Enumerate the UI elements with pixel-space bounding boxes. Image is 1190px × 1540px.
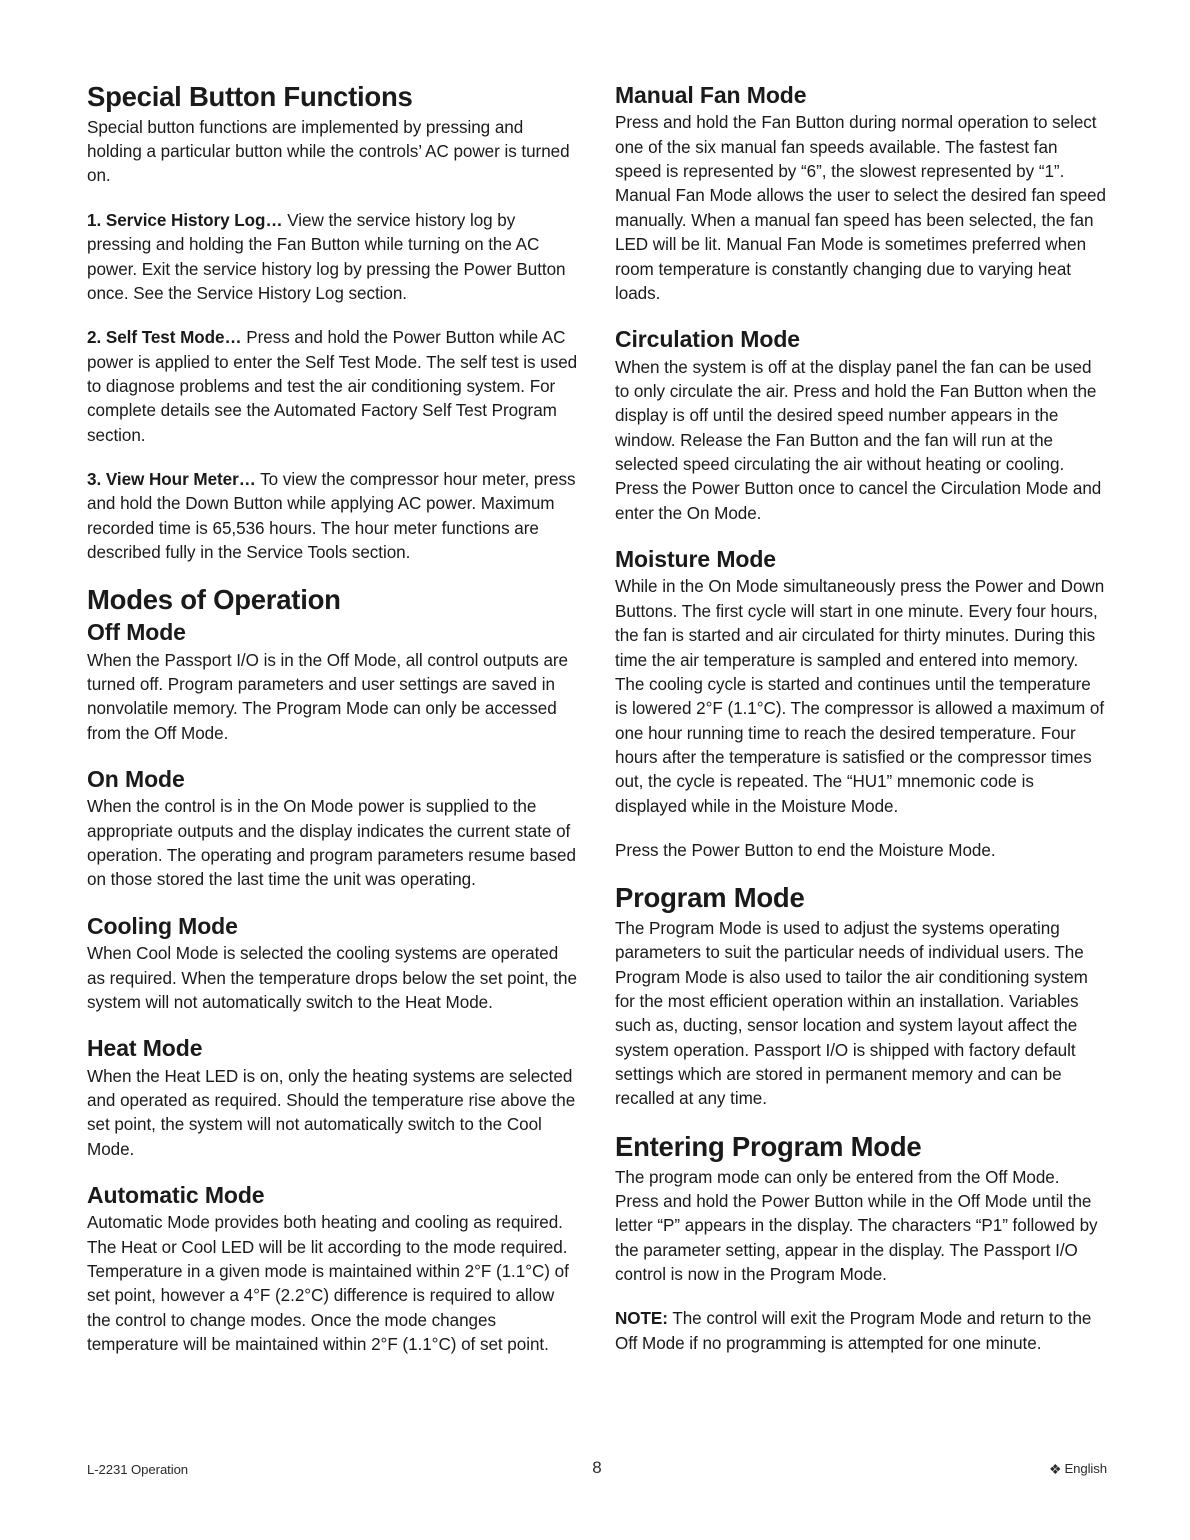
heading-modes-of-operation: Modes of Operation [87,584,341,616]
paragraph-circulation-mode: When the system is off at the display panel the fan can be used to only circulate the air. Press and hold the Fan Button when the display is off until the desired speed number appears in the window. Release the Fan Button and the fan will run at the selected speed circulating the air without heating or cooling. Press the Power Button once to cancel the Circulation Mode and enter the On Mode. [615,357,1102,523]
paragraph-moisture-mode: While in the On Mode simultaneously press the Power and Down Buttons. The first cycle will start in one minute. Every four hours, the fan is started and air circulated for thirty minutes. During this time the air temperature is sampled and entered into memory. The cooling cycle is started and continues until the temperature is lowered 2°F (1.1°C). The compressor is allowed a maximum of one hour running time to reach the desired temperature. Four hours after the temperature is satisfied or the compressor times out, the cycle is repeated. The “HU1” mnemonic code is displayed while in the Moisture Mode. [615,577,1105,816]
heading-entering-program-mode: Entering Program Mode [615,1130,922,1162]
lead-note: NOTE: [615,1309,668,1329]
heading-heat-mode: Heat Mode [87,1035,203,1062]
four-diamond-bullet-icon: ❖ [1048,1461,1062,1477]
paragraph-view-hour-meter [87,468,579,565]
heading-off-mode: Off Mode [87,619,186,646]
text-self-test-mode: Press and hold the Power Button while AC power is applied to enter the Self Test Mode. The self test is used to diagnose problems and test the air conditioning system. For complete details see the Automated Factory Self Test Program section. [87,328,578,445]
lead-service-history-log: 1. Service History Log… [87,210,283,230]
paragraph-manual-fan-mode: Press and hold the Fan Button during normal operation to select one of the six manual fan speeds available. The fastest fan speed is represented by “6”, the slowest represented by “1”. Manual Fan Mode allows the user to select the desired fan speed manually. When a manual fan speed has been selected, the fan LED will be lit. Manual Fan Mode is sometimes preferred when room temperature is constantly changing due to varying heat loads. [615,113,1106,303]
heading-cooling-mode: Cooling Mode [87,912,238,939]
paragraph-program-mode: The Program Mode is used to adjust the systems operating parameters to suit the particular needs of individual users. The Program Mode is also used to tailor the air conditioning system for the most efficient operation within an installation. Variables such as, ducting, sensor location and system layout affect the system operation. Passport I/O is shipped with factory default settings which are stored in permanent memory and can be recalled at any time. [615,919,1088,1109]
lead-view-hour-meter: 3. View Hour Meter… [87,469,256,489]
heading-program-mode: Program Mode [615,882,805,914]
two-column-layout [87,82,1107,1358]
left-column [87,82,579,1358]
paragraph-self-test-mode [87,326,579,448]
paragraph-special-button-intro: Special button functions are implemented by pressing and holding a particular button while the controls’ AC power is turned on. [87,117,570,186]
footer-language-label: English [1064,1461,1107,1476]
text-note: The control will exit the Program Mode and return to the Off Mode if no programming is attempted for one minute. [615,1309,1092,1353]
heading-circulation-mode: Circulation Mode [615,326,800,353]
heading-manual-fan-mode: Manual Fan Mode [615,82,807,108]
text-service-history-log: View the service history log by pressing and holding the Fan Button while turning on the AC power. Exit the service history log by pressing the Power Button once. See the Service History Log section. [87,210,566,303]
heading-on-mode: On Mode [87,765,185,792]
paragraph-on-mode: When the control is in the On Mode power is supplied to the appropriate outputs and the display indicates the current state of operation. The operating and program parameters resume based on those stored the last time the unit was operating. [87,797,576,890]
paragraph-cooling-mode: When Cool Mode is selected the cooling systems are operated as required. When the temperature drops below the set point, the system will not automatically switch to the Heat Mode. [87,944,577,1012]
heading-special-button-functions: Special Button Functions [87,81,413,112]
right-column [615,82,1107,1358]
page-footer [87,1460,1107,1482]
footer-page-number: 8 [592,1458,602,1477]
paragraph-entering-program-mode: The program mode can only be entered from the Off Mode. Press and hold the Power Button while in the Off Mode until the letter “P” appears in the display. The characters “P1” followed by the parameter setting, appear in the display. The Passport I/O control is now in the Program Mode. [615,1167,1098,1284]
lead-self-test-mode: 2. Self Test Mode… [87,328,242,348]
paragraph-off-mode: When the Passport I/O is in the Off Mode, all control outputs are turned off. Program parameters and user settings are saved in nonvolatile memory. The Program Mode can only be accessed from the Off Mode. [87,650,569,743]
paragraph-automatic-mode: Automatic Mode provides both heating and cooling as required. The Heat or Cool LED will be lit according to the mode required. Temperature in a given mode is maintained within 2°F (1.1°C) of set point, however a 4°F (2.2°C) difference is required to allow the control to change modes. Once the mode changes temperature will be maintained within 2°F (1.1°C) of set point. [87,1213,569,1355]
paragraph-service-history-log [87,209,579,306]
paragraph-heat-mode: When the Heat LED is on, only the heating systems are selected and operated as required. Should the temperature rise above the set point, the system will not automatically switch to the Cool Mode. [87,1066,576,1159]
paragraph-moisture-mode-end: Press the Power Button to end the Moisture Mode. [615,840,996,860]
footer-language [1049,1461,1107,1476]
text-view-hour-meter: To view the compressor hour meter, press and hold the Down Button while applying AC power. Maximum recorded time is 65,536 hours. The hour meter functions are described fully in the Service Tools section. [87,469,576,562]
paragraph-entering-program-mode-note [615,1307,1107,1356]
footer-document-code: L-2231 Operation [87,1462,189,1477]
heading-automatic-mode: Automatic Mode [87,1182,265,1208]
heading-moisture-mode: Moisture Mode [615,546,776,573]
